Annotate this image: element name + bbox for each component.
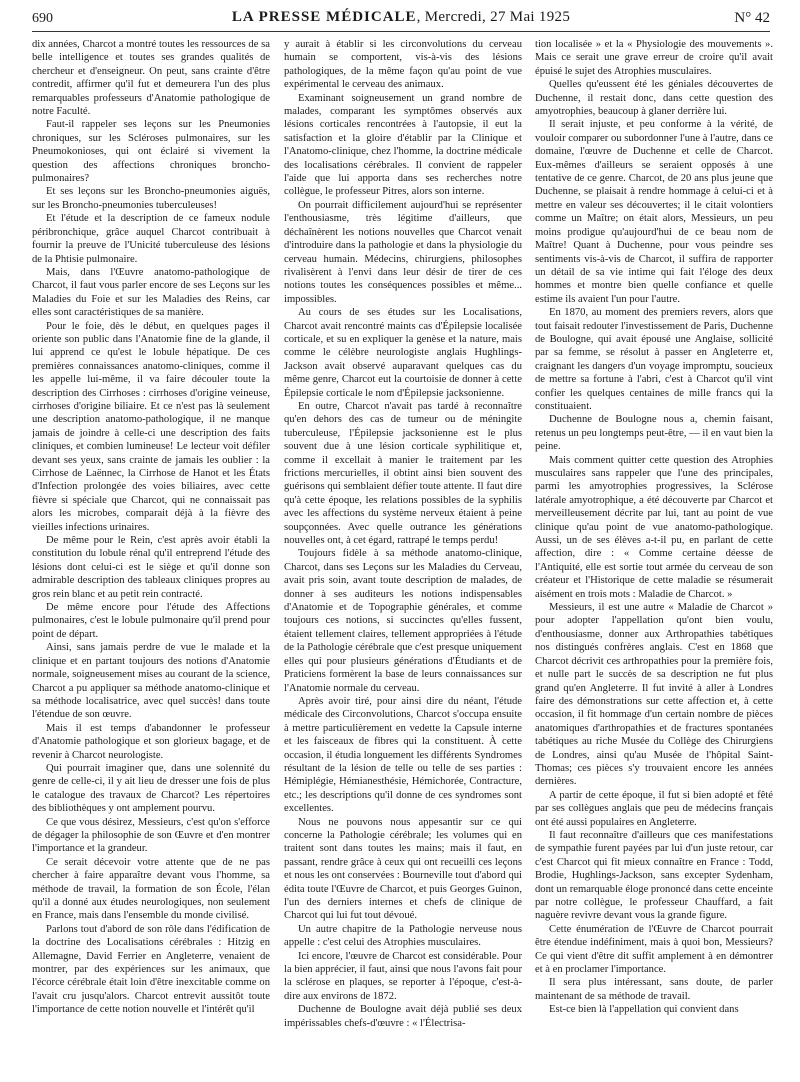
paragraph: Quelles qu'eussent été les géniales découvertes de Duchenne, il restait donc, dans cette question des amyotrophies, beaucoup à glaner derrière lui. <box>535 79 773 118</box>
page-number: 690 <box>32 11 53 26</box>
paragraph: Messieurs, il est une autre « Maladie de Charcot » pour adopter l'appellation qu'ont bien voulu, d'enthousiasme, donner aux Arthropathies tabétiques nos distingués confrères anglais. C'est en 1868 que Charcot décrivit ces arthropathies pour la première fois, et nulle part le succès de sa description ne fut plus grand qu'en Angleterre. Il fut invité à aller à Londres faire des démonstrations sur cette affection et, à cette occasion, il fit hommage d'un certain nombre de pièces anatomiques d'arthropathies et de fractures spontanées tabétiques au riche Musée du Collège des Chirurgiens de Londres, ainsi qu'au Musée de l'hôpital Saint-Thomas; ces pièces s'y trouvaient encore les années dernières. <box>535 602 773 788</box>
paragraph: tion localisée » et la « Physiologie des mouvements ». Mais ce serait une grave erreur de croire qu'il avait épuisé le sujet des Atrophies musculaires. <box>535 39 773 77</box>
paragraph: dix années, Charcot a montré toutes les ressources de sa belle intelligence et toutes ses grandes qualités de chercheur et d'enseigneur. On peut, sans crainte d'être contredit, affirmer qu'il fut et demeurera l'un des plus remarquables professeurs d'Anatomie pathologique de notre Faculté. <box>32 39 270 118</box>
paragraph: Ici encore, l'œuvre de Charcot est considérable. Pour la bien apprécier, il faut, ainsi que nous l'avons fait pour la sclérose en plaques, se reporter à l'époque, c'est-à-dire aux environs de 1872. <box>284 950 522 1002</box>
paragraph: Toujours fidèle à sa méthode anatomo-clinique, Charcot, dans ses Leçons sur les Maladies du Cerveau, avait pris soin, avant toute description de malades, de donner à ses auditeurs les notions indispensables d'Anatomie et de Topographie générales, et comme toujours ces notions, si succinctes qu'elles fussent, étaient tellement claires, tellement appropriées à l'étude de la Pathologie cérébrale que c'est presque uniquement elles qui pour plusieurs générations d'Étudiants et de Praticiens formèrent la base de leurs connaissances sur l'Anatomie normale du cerveau. <box>284 548 522 694</box>
paragraph: Duchenne de Boulogne nous a, chemin faisant, retenus un peu longtemps peut-être, — il en vaut bien la peine. <box>535 414 773 453</box>
paragraph: Ce serait décevoir votre attente que de ne pas chercher à faire apparaître devant vous l'homme, sa méthode de travail, la formation de son École, l'élan qu'il a donné aux études neurologiques, non seulement en France, mais dans l'ensemble du monde civilisé. <box>32 856 270 922</box>
paragraph: Et l'étude et la description de ce fameux nodule péribronchique, grâce auquel Charcot contribuait à fournir la preuve de l'Unicité tuberculeuse des lésions de la Phtisie pulmonaire. <box>32 213 270 265</box>
issue-date: Mercredi, 27 Mai 1925 <box>424 9 571 25</box>
paragraph: Après avoir tiré, pour ainsi dire du néant, l'étude médicale des Circonvolutions, Charcot s'occupa ensuite à mettre particulièrement en vedette la Capsule interne et les faisceaux de fibres qui la constituent. À cette occasion, il étudia longuement les différents Syndromes résultant de la lésion de telle ou telle de ses parties : Hémiplégie, Hémianesthésie, Hémichorée, Contracture, etc.; les descriptions qu'il donne de ces syndromes sont excellentes. <box>284 695 522 815</box>
paragraph: Il serait injuste, et peu conforme à la vérité, de vouloir comparer ou subordonner l'une à l'autre, dans ce domaine, l'œuvre de Duchenne et celle de Charcot. Eux-mêmes d'ailleurs se seraient opposés à une tentative de ce genre. Charcot, de 20 ans plus jeune que Duchenne, se plaisait à rendre hommage à celui-ci et à mettre en valeur ses découvertes; il le citait volontiers comme un Maître; on était alors, Messieurs, un peu moins prodigue qu'aujourd'hui de ce beau nom de Maître! Quant à Duchenne, pour vous peindre ses sentiments vis-à-vis de Charcot, il suffira de rapporter un détail de sa vie intime qui fait l'éloge des deux hommes et montre bien quelle confiance et quelle estime ils avaient l'un pour l'autre. <box>535 119 773 305</box>
paragraph: Ainsi, sans jamais perdre de vue le malade et la clinique et en partant toujours des notions d'Anatomie normale, soigneusement mises au courant de la science, Charcot a pu appliquer sa méthode anatomo-clinique et sa méthode localisatrice, avec quel succès! dans toute l'étendue de son œuvre. <box>32 642 270 721</box>
text-column-3 <box>535 38 773 1078</box>
paragraph: Il faut reconnaître d'ailleurs que ces manifestations de sympathie furent payées par lui d'un juste retour, car c'est Charcot qui fit mieux connaître en France : Todd, Brodie, Hughlings-Jackson, sans excepter Sydenham, dont un remarquable éloge prononcé dans cette enceinte par notre collègue, le professeur Chauffard, a fait naguère revivre devant vous la grande figure. <box>535 829 773 922</box>
paragraph: Nous ne pouvons nous appesantir sur ce qui concerne la Pathologie cérébrale; les volumes qui en traitent sont dans toutes les mains; mais il faut, en passant, rendre grâce à ceux qui ont recueilli ces leçons et nous les ont conservées : Bourneville tout d'abord qui édita toute l'Œuvre de Charcot, et puis Georges Guinon, l'un des derniers internes et chefs de clinique de Charcot qui lui fut tout dévoué. <box>284 816 522 922</box>
paragraph: Mais il est temps d'abandonner le professeur d'Anatomie pathologique et son glorieux bagage, et de revenir à Charcot neurologiste. <box>32 722 270 761</box>
paragraph: De même pour le Rein, c'est après avoir établi la constitution du lobule rénal qu'il entreprend l'étude des lésions dont celui-ci est le siège et qu'il donne son admirable description des tableaux cliniques propres au gros rein blanc et au petit rein contracté. <box>32 535 270 600</box>
paragraph: Mais, dans l'Œuvre anatomo-pathologique de Charcot, il faut vous parler encore de ses Leçons sur les Maladies du Foie et sur les Maladies des Reins, car elles sont caractéristiques de sa manière. <box>32 266 270 319</box>
paragraph: Cette énumération de l'Œuvre de Charcot pourrait être étendue indéfiniment, mais à quoi bon, Messieurs? Ce qui vient d'être dit suffit amplement à en démontrer et à en proclamer l'importance. <box>535 923 773 976</box>
paragraph: A partir de cette époque, il fut si bien adopté et fêté par ses collègues anglais que peu de médecins français ont été aussi populaires en Angleterre. <box>535 789 773 828</box>
journal-title-line: LA PRESSE MÉDICALE, Mercredi, 27 Mai 1925 <box>231 9 571 25</box>
paragraph: Est-ce bien là l'appellation qui convient dans <box>549 1004 739 1016</box>
paragraph: Faut-il rappeler ses leçons sur les Pneumonies chroniques, sur les Scléroses pulmonaires, sur les Pneumokonioses, qui ont éclairé si vivement la question des affections chroniques broncho-pulmonaires? <box>32 119 270 185</box>
issue-number: N° 42 <box>734 10 770 26</box>
paragraph: De même encore pour l'étude des Affections pulmonaires, c'est le lobule pulmonaire qu'il prend pour point de départ. <box>32 602 270 640</box>
paragraph: y aurait à établir si les circonvolutions du cerveau humain se comportent, vis-à-vis des lésions pathologiques, de la même façon qu'au point de vue expérimental le cerveau des animaux. <box>284 39 522 91</box>
paragraph: Examinant soigneusement un grand nombre de malades, comparant les symptômes observés aux lésions corticales rencontrées à l'autopsie, il eut la satisfaction et la gloire d'établir par la Clinique et l'Anatomo-clinique, chez l'homme, la doctrine médicale des localisations cérébrales. Il convient de rappeler l'aide que lui apporta dans ses recherches notre collègue, le professeur Pitres, alors son interne. <box>284 92 522 198</box>
paragraph: Il sera plus intéressant, sans doute, de parler maintenant de sa méthode de travail. <box>535 977 773 1002</box>
paragraph: En 1870, au moment des premiers revers, alors que tout faisait redouter l'investissement de Paris, Duchenne de Boulogne, qui avait épousé une Anglaise, sollicité par sa femme, se résolut à passer en Angleterre et, craignant les dangers d'un voyage impromptu, soucieux de mettre sa fortune à l'abri, c'est à Charcot qu'il vint confier les quelques centaines de mille francs qui la constituaient. <box>535 307 773 412</box>
paragraph: Mais comment quitter cette question des Atrophies musculaires sans rappeler que l'une des principales, parmi les amyotrophies progressives, la Sclérose latérale amyotrophique, a été découverte par Charcot et merveilleusement décrite par lui, tant au point de vue clinique qu'au point de vue anatomo-pathologique. Aussi, un de ses élèves a-t-il pu, en parlant de cette affection, dire : « Comme certaine déesse de l'Antiquité, elle est sortie tout armée du cerveau de son créateur et l'Historique de cette maladie se résumerait aisément en trois mots : Maladie de Charcot. » <box>535 454 773 600</box>
paragraph: On pourrait difficilement aujourd'hui se représenter l'enthousiasme, très légitime d'ailleurs, que déchaînèrent les notions nouvelles que Charcot venait d'introduire dans la pathologie et dans la physiologie du cerveau humain. Médecins, chirurgiens, philosophes rivalisèrent à l'envi dans leur désir de tirer de ces notions toutes les conséquences possibles et même... impossibles. <box>284 199 522 305</box>
paragraph: Un autre chapitre de la Pathologie nerveuse nous appelle : c'est celui des Atrophies musculaires. <box>284 923 522 949</box>
paragraph: Pour le foie, dès le début, en quelques pages il oriente son public dans l'Anatomie fine de la glande, il lui apprend ce qu'est le lobule hépatique. De ces premières connaissances anatomo-cliniques, comme il les appelle lui-même, il va faire découler toute la description des Cirrhoses : cirrhoses d'origine veineuse, cirrhoses d'origine biliaire. Et ce n'est pas là seulement une description anatomo-pathologique, il ne manque jamais de joindre à celle-ci une description des faits cliniques, et combien lumineuse! Le lecteur voit défiler devant ses yeux, sans crainte de jamais les oublier : la Cirrhose de Laënnec, la Cirrhose de Hanot et les États d'Infection prolongée des voies biliaires, avec cette fièvre si spéciale que Charcot, qui ne connaissait pas alors les microbes, comparait déjà à la fièvre des vieilles infections urinaires. <box>32 320 270 533</box>
paragraph: Qui pourrait imaginer que, dans une solennité du genre de celle-ci, il y ait lieu de dresser une fois de plus le catalogue des travaux de Charcot? Les répertoires des bibliothèques y ont amplement pourvu. <box>32 762 270 815</box>
paragraph: Parlons tout d'abord de son rôle dans l'édification de la doctrine des Localisations cérébrales : Hitzig en Allemagne, David Ferrier en Angleterre, venaient de montrer, par des expériences sur les animaux, que l'écorce cérébrale était loin d'être inexcitable comme on l'avait cru jusqu'alors. Charcot entrevit aussitôt toute l'importance de cette notion nouvelle et l'intérêt qu'il <box>32 923 270 1016</box>
paragraph: En outre, Charcot n'avait pas tardé à reconnaître qu'en dehors des cas de tumeur ou de méningite tuberculeuse, l'Épilepsie jacksonienne est le plus souvent due à une lésion corticale syphilitique et, comme il excellait à manier le traitement par les frictions mercurielles, il obtint ainsi bien souvent des guérisons qui semblaient défier toute attente. Il faut dire qu'à cette époque, les relations possibles de la syphilis avec les affections du système nerveux étaient à peine soupçonnées. Avec quelle outrance les générations nouvelles ont, à cet égard, rattrapé le temps perdu! <box>284 400 522 547</box>
paragraph: Duchenne de Boulogne avait déjà publié ses deux impérissables chefs-d'œuvre : « l'Électrisa- <box>284 1004 522 1029</box>
paragraph: Ce que vous désirez, Messieurs, c'est qu'on s'efforce de dégager la philosophie de son Œuvre et d'en montrer l'importance et la grandeur. <box>32 816 270 855</box>
page-header <box>32 5 770 32</box>
text-column-1 <box>32 38 270 1078</box>
text-column-2 <box>284 38 522 1078</box>
paragraph: Au cours de ses études sur les Localisations, Charcot avait rencontré maints cas d'Épilepsie localisée corticale, et su en expliquer la genèse et la nature, mais comme le célèbre neurologiste anglais Hughlings-Jackson avait observé auparavant quelques cas du même genre, Charcot eut la courtoisie de donner à cette Épilepsie corticale le nom d'Épilepsie jacksonienne. <box>284 307 522 399</box>
paragraph: Et ses leçons sur les Broncho-pneumonies aiguës, sur les Broncho-pneumonies tuberculeuses! <box>32 186 270 211</box>
journal-name: LA PRESSE MÉDICALE <box>231 9 417 25</box>
